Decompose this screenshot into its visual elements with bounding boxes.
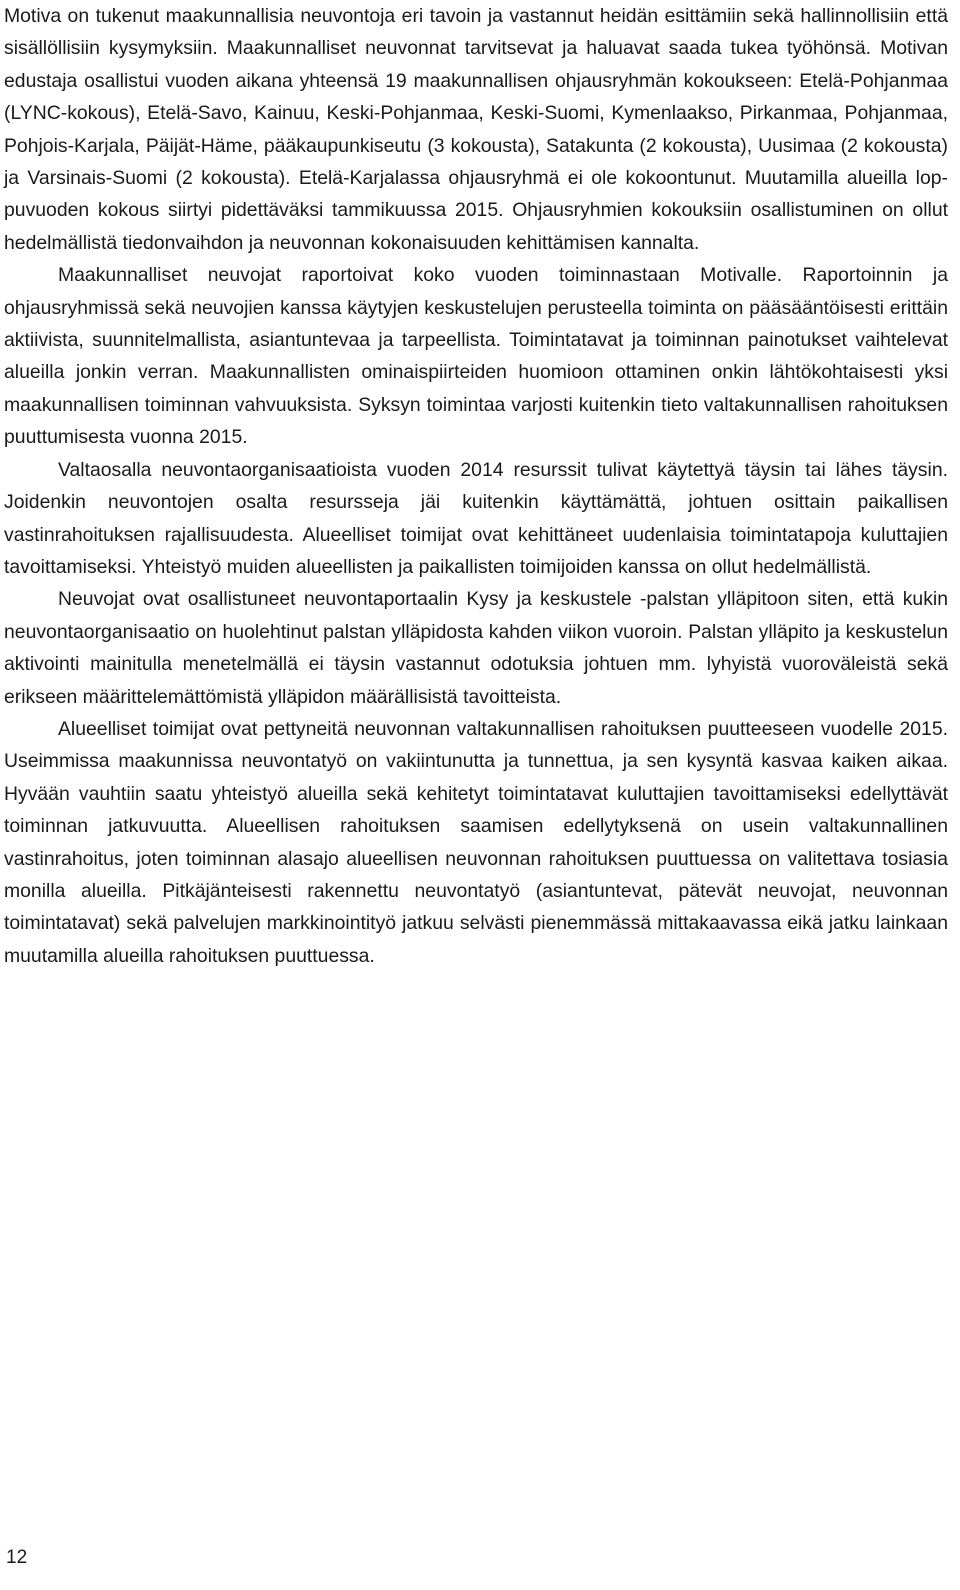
paragraph-kysy-ja-keskustele: Neuvojat ovat osallistuneet neuvontaportaalin Kysy ja keskustele -palstan ylläpitoon siten, että kukin neuvontaorganisaatio on huolehtinut palstan ylläpidosta kahden viikon vuoroin. Palstan ylläpito ja keskustelun aktivointi mainitulla menetelmällä ei täysin vastannut odotuksia johtuen mm. lyhyistä vuoroväleistä sekä erikseen määrittelemättömistä ylläpidon määrällisistä tavoitteista. xyxy=(4,588,948,708)
body-text xyxy=(4,0,948,972)
paragraph-resurssit: Valtaosalla neuvontaorganisaatioista vuoden 2014 resurssit tulivat käytettyä täysin tai lähes täysin. Joidenkin neuvontojen osalta resursseja jäi kuitenkin käyttämättä, johtuen osittain paikallisen vastinrahoituksen rajallisuudesta. Alueelliset toimijat ovat kehittäneet uudenlaisia toimintatapoja kuluttajien tavoittamiseksi. Yhteistyö muiden alueellisten ja paikallisten toimijoiden kanssa on ollut hedelmällistä. xyxy=(4,458,948,578)
paragraph-raportointi: Maakunnalliset neuvojat raportoivat koko vuoden toiminnastaan Motivalle. Raportoinnin ja ohjausryhmissä sekä neuvojien kanssa käytyjen keskustelujen perusteella toiminta on pääsääntöisesti erittäin aktiivista, suunnitelmallista, asiantuntevaa ja tarpeellista. Toimintatavat ja toiminnan painotukset vaihtelevat alueilla jonkin verran. Maakunnallisten ominaispiirteiden huomioon ottaminen onkin lähtökohtaisesti yksi maakunnallisen toiminnan vahvuuksista. Syksyn toimintaa varjosti kuitenkin tieto valtakunnallisen rahoituksen puuttumisesta vuonna 2015. xyxy=(4,264,948,449)
paragraph-rahoitus: Alueelliset toimijat ovat pettyneitä neuvonnan valtakunnallisen rahoituksen puutteeseen vuodelle 2015. Useimmissa maakunnissa neuvontatyö on vakiintunutta ja tunnettua, ja sen kysyntä kasvaa kaiken aikaa. Hyvään vauhtiin saatu yhteistyö alueilla sekä kehitetyt toimintatavat kuluttajien tavoittamiseksi edellyttävät toiminnan jatkuvuutta. Alueellisen rahoituksen saamisen edellytyksenä on usein valtakunnallinen vastinrahoitus, joten toiminnan alasajo alueellisen neuvonnan rahoituksen puuttuessa on valitettava tosiasia monilla alueilla. Pitkäjänteisesti rakennettu neuvontatyö (asiantuntevat, pätevät neuvojat, neuvonnan toimintatavat) sekä palvelujen markkinointityö jatkuu selvästi pienemmässä mittakaavassa eikä jatku lainkaan muutamilla alueilla rahoituksen puuttuessa. xyxy=(4,717,948,967)
page-number: 12 xyxy=(6,1547,28,1568)
paragraph-ohjausryhmat: Motiva on tukenut maakunnallisia neuvontoja eri tavoin ja vastannut heidän esittämiin sekä hallinnollisiin että sisällöllisiin kysymyksiin. Maakunnalliset neuvonnat tarvitsevat ja haluavat saada tukea työhönsä. Motivan edustaja osallistui vuoden aikana yhteensä 19 maakunnallisen ohjausryhmän kokoukseen: Etelä-Pohjanmaa (LYNC-kokous), Etelä-Savo, Kainuu, Keski-Pohjanmaa, Keski-Suomi, Kymenlaakso, Pirkanmaa, Pohjanmaa, Pohjois-Karjala, Päijät-Häme, pääkaupunkiseutu (3 kokousta), Satakunta (2 kokousta), Uusimaa (2 kokousta) ja Varsinais-Suomi (2 kokousta). Etelä-Karjalassa ohjausryhmä ei ole kokoontunut. Muutamilla alueilla loppuvuoden kokous siirtyi pidettäväksi tammikuussa 2015. Ohjausryhmien kokouksiin osallistuminen on ollut hedelmällistä tiedonvaihdon ja neuvonnan kokonaisuuden kehittämisen kannalta. xyxy=(4,5,948,254)
